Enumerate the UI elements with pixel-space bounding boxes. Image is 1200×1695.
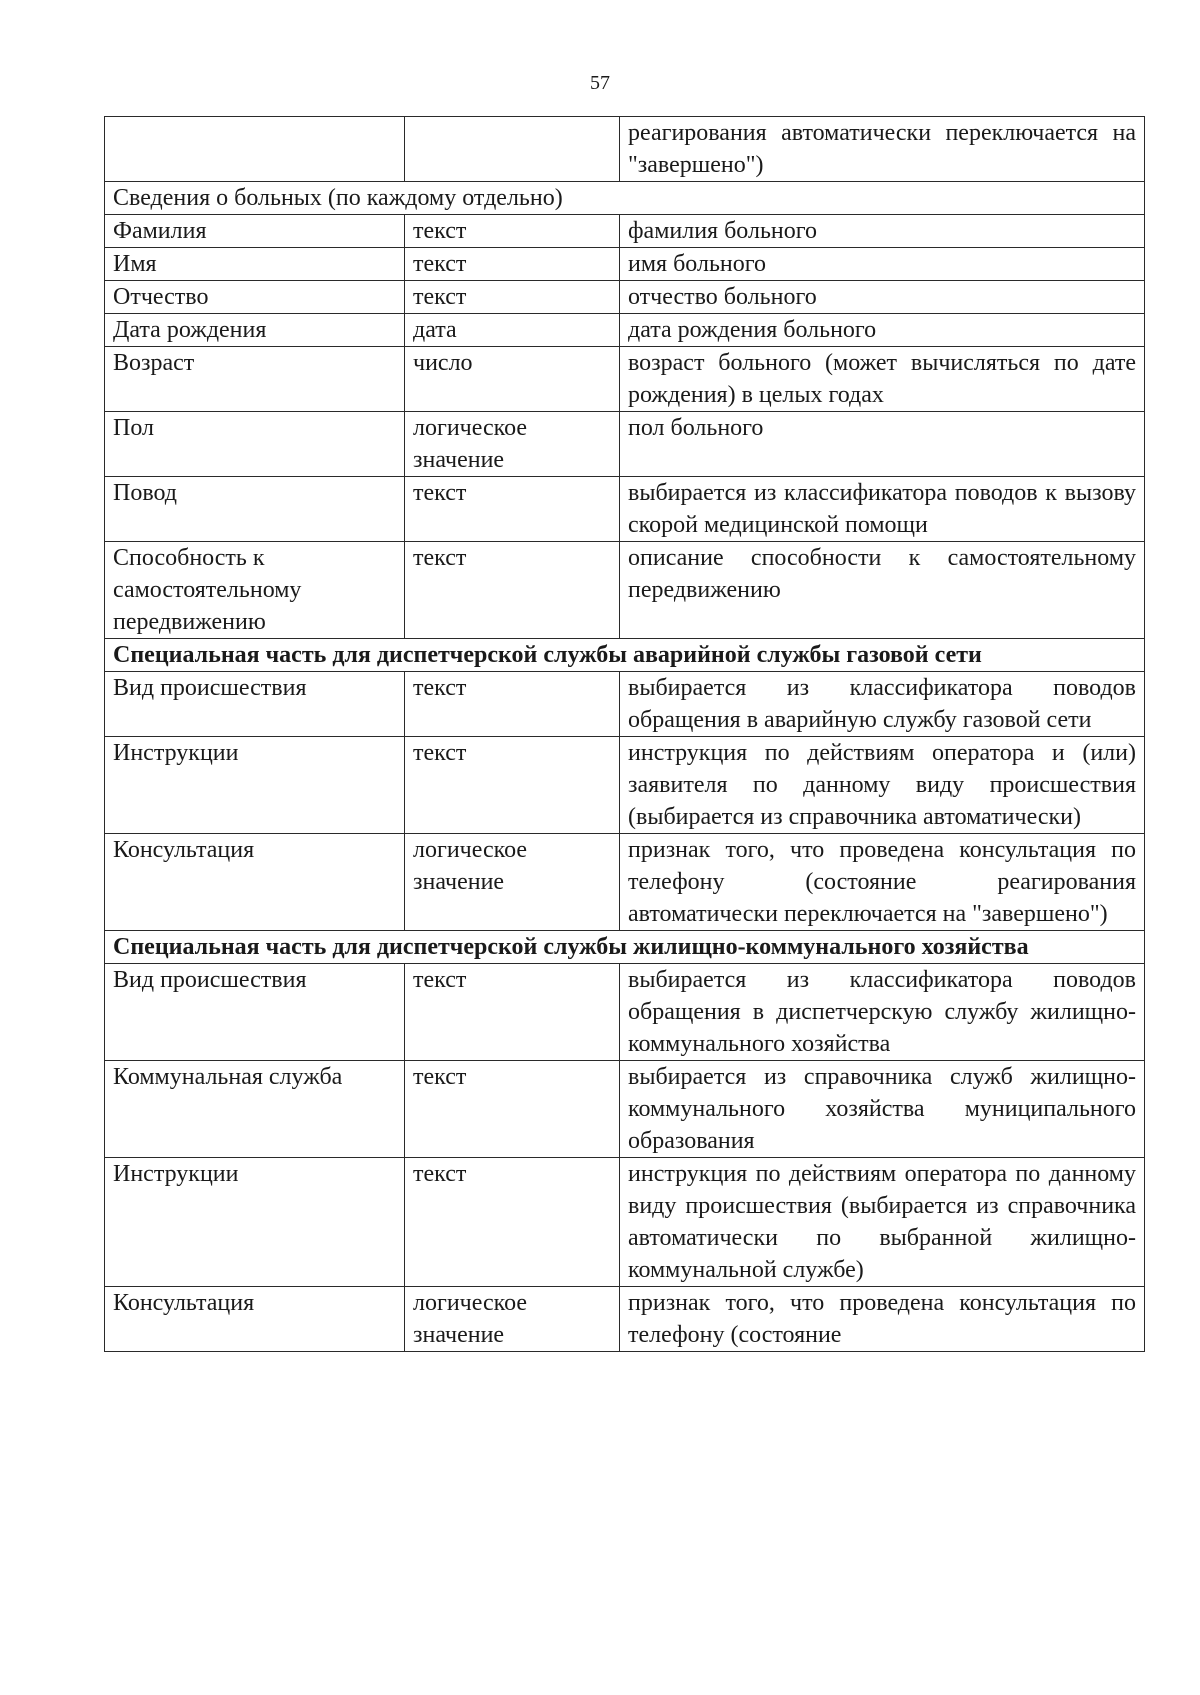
table-row	[105, 834, 1145, 931]
field-type-cell: текст	[405, 542, 620, 639]
table-row	[105, 347, 1145, 412]
field-description-cell: фамилия больного	[620, 215, 1145, 248]
fields-table-body	[105, 117, 1145, 1352]
field-name-cell: Консультация	[105, 834, 405, 931]
field-name-cell: Дата рождения	[105, 314, 405, 347]
table-row	[105, 314, 1145, 347]
field-name-cell: Возраст	[105, 347, 405, 412]
field-name-cell: Инструкции	[105, 1158, 405, 1287]
field-type-cell: текст	[405, 737, 620, 834]
field-type-cell: текст	[405, 964, 620, 1061]
table-row	[105, 964, 1145, 1061]
field-description-cell: инструкция по действиям оператора и (или) заявителя по данному виду происшествия (выбирается из справочника автоматически)	[620, 737, 1145, 834]
table-row	[105, 412, 1145, 477]
field-description-cell: описание способности к самостоятельному передвижению	[620, 542, 1145, 639]
table-row	[105, 1061, 1145, 1158]
field-description-cell: выбирается из классификатора поводов обращения в диспетчерскую службу жилищно-коммунального хозяйства	[620, 964, 1145, 1061]
field-type-cell: логическое значение	[405, 412, 620, 477]
field-description-cell: дата рождения больного	[620, 314, 1145, 347]
section-header-row	[105, 931, 1145, 964]
field-description-cell: пол больного	[620, 412, 1145, 477]
field-description-cell: инструкция по действиям оператора по данному виду происшествия (выбирается из справочника автоматически по выбранной жилищно-коммунальной службе)	[620, 1158, 1145, 1287]
field-type-cell: текст	[405, 672, 620, 737]
field-description-cell: признак того, что проведена консультация по телефону (состояние реагирования автоматически переключается на "завершено")	[620, 834, 1145, 931]
field-name-cell: Коммунальная служба	[105, 1061, 405, 1158]
field-name-cell: Повод	[105, 477, 405, 542]
field-type-cell: текст	[405, 1061, 620, 1158]
page-number: 57	[590, 72, 610, 94]
field-name-cell: Фамилия	[105, 215, 405, 248]
field-type-cell: текст	[405, 248, 620, 281]
table-row	[105, 117, 1145, 182]
table-row	[105, 281, 1145, 314]
field-name-cell: Способность к самостоятельному передвижению	[105, 542, 405, 639]
section-title: Специальная часть для диспетчерской службы аварийной службы газовой сети	[105, 639, 1145, 672]
field-type-cell: дата	[405, 314, 620, 347]
section-title: Сведения о больных (по каждому отдельно)	[105, 182, 1145, 215]
field-name-cell: Отчество	[105, 281, 405, 314]
section-header-row	[105, 639, 1145, 672]
field-type-cell: текст	[405, 477, 620, 542]
field-description-cell: выбирается из классификатора поводов к вызову скорой медицинской помощи	[620, 477, 1145, 542]
table-row	[105, 215, 1145, 248]
table-row	[105, 248, 1145, 281]
field-type-cell: логическое значение	[405, 1287, 620, 1352]
field-name-cell: Пол	[105, 412, 405, 477]
field-name-cell: Вид происшествия	[105, 964, 405, 1061]
field-name-cell: Консультация	[105, 1287, 405, 1352]
field-type-cell: логическое значение	[405, 834, 620, 931]
field-description-cell: отчество больного	[620, 281, 1145, 314]
table-row	[105, 542, 1145, 639]
field-name-cell: Инструкции	[105, 737, 405, 834]
field-type-cell: текст	[405, 1158, 620, 1287]
field-name-cell: Вид происшествия	[105, 672, 405, 737]
field-description-cell: реагирования автоматически переключается на "завершено")	[620, 117, 1145, 182]
field-name-cell	[105, 117, 405, 182]
field-description-cell: выбирается из классификатора поводов обращения в аварийную службу газовой сети	[620, 672, 1145, 737]
field-description-cell: возраст больного (может вычисляться по дате рождения) в целых годах	[620, 347, 1145, 412]
field-description-cell: имя больного	[620, 248, 1145, 281]
field-type-cell: текст	[405, 281, 620, 314]
field-name-cell: Имя	[105, 248, 405, 281]
table-row	[105, 672, 1145, 737]
table-row	[105, 737, 1145, 834]
field-type-cell: текст	[405, 215, 620, 248]
fields-table	[104, 116, 1145, 1352]
table-row	[105, 477, 1145, 542]
field-type-cell	[405, 117, 620, 182]
field-type-cell: число	[405, 347, 620, 412]
field-description-cell: выбирается из справочника служб жилищно-коммунального хозяйства муниципального образования	[620, 1061, 1145, 1158]
section-header-row	[105, 182, 1145, 215]
section-title: Специальная часть для диспетчерской службы жилищно-коммунального хозяйства	[105, 931, 1145, 964]
field-description-cell: признак того, что проведена консультация по телефону (состояние	[620, 1287, 1145, 1352]
table-row	[105, 1158, 1145, 1287]
table-row	[105, 1287, 1145, 1352]
